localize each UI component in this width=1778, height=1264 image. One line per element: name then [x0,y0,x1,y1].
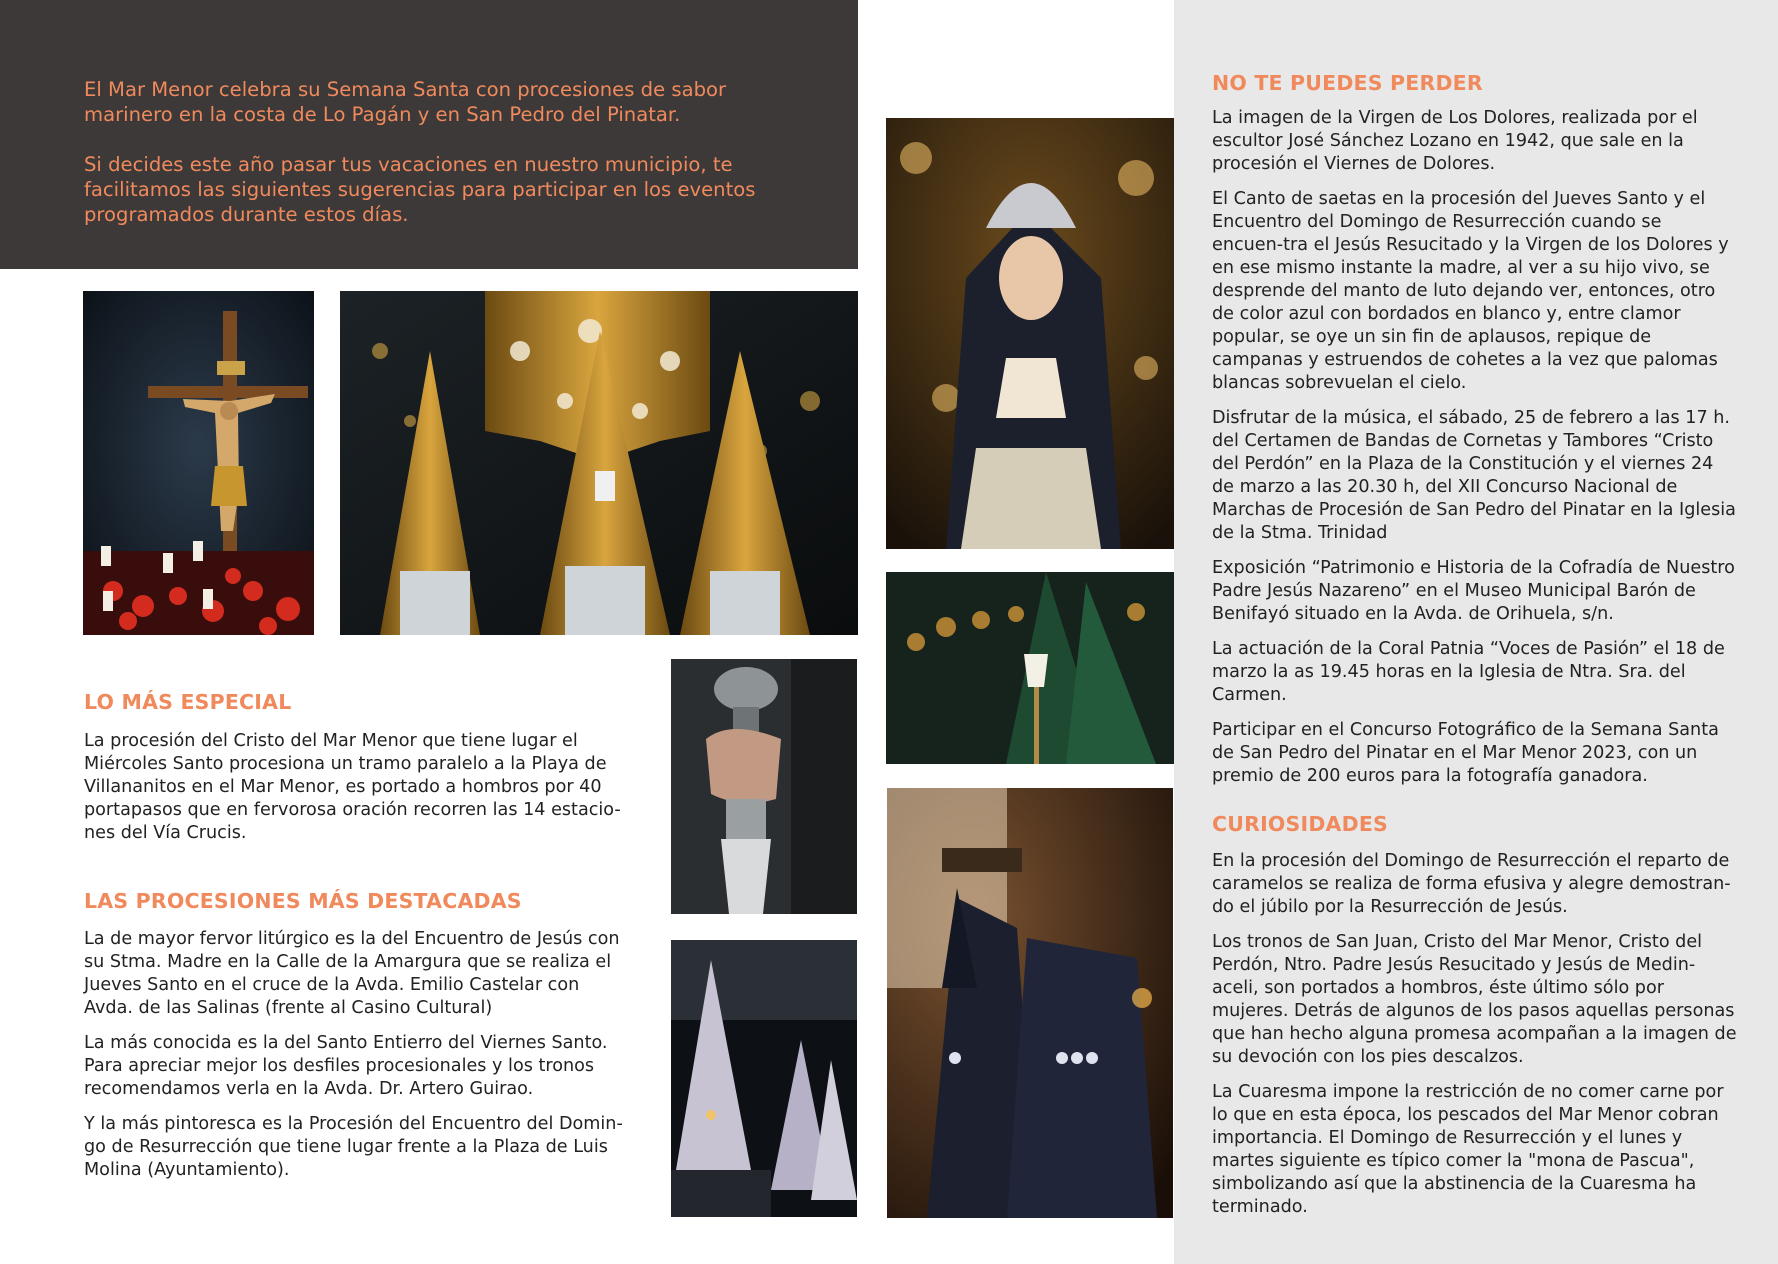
hand-staff-photo [671,659,857,914]
lo-mas-especial-paragraph-1: La procesión del Cristo del Mar Menor que tiene lugar el Miércoles Santo procesiona un tramo paralelo a la Playa de Villananitos en el Mar Menor, es portado a hombros por 40 portapasos que en fervorosa oración recorren las 14 estacio-nes del Vía Crucis. [84,731,621,843]
no-te-puedes-perder-paragraph-3: Disfrutar de la música, el sábado, 25 de febrero a las 17 h. del Certamen de Bandas de Cornetas y Tambores “Cristo del Perdón” en la Plaza de la Constitución y el viernes 24 de marzo a las 20.30 h, del XII Concurso Nacional de Marchas de Procesión de San Pedro del Pinatar en la Iglesia de la Stma. Trinidad [1212,408,1736,543]
mantilla-figures-photo [887,788,1173,1218]
procesiones-destacadas-paragraph-1: La de mayor fervor litúrgico es la del Encuentro de Jesús con su Stma. Madre en la Calle de la Amargura que se realiza el Jueves Santo en el cruce de la Avda. Emilio Castelar con Avda. de las Salinas (frente al Casino Cultural) [84,929,620,1018]
curiosidades-paragraph-3: La Cuaresma impone la restricción de no comer carne por lo que en esta época, los pescados del Mar Menor cobran importancia. El Domingo de Resurrección y el lunes y martes siguiente es típico comer la "mona de Pascua", simbolizando así que la abstinencia de la Cuaresma ha terminado. [1212,1082,1724,1217]
no-te-puedes-perder-paragraph-4: Exposición “Patrimonio e Historia de la Cofradía de Nuestro Padre Jesús Nazareno” en el Museo Municipal Barón de Benifayó situado en la Avda. de Orihuela, s/n. [1212,558,1735,624]
nazarenos-gold-photo [340,291,858,635]
procesiones-destacadas-paragraph-3: Y la más pintoresca es la Procesión del Encuentro del Domin-go de Resurrección que tiene lugar frente a la Plaza de Luis Molina (Ayuntamiento). [84,1114,623,1180]
no-te-puedes-perder-paragraph-1: La imagen de la Virgen de Los Dolores, realizada por el escultor José Sánchez Lozano en 1942, que sale en la procesión el Viernes de Dolores. [1212,108,1698,174]
curiosidades-body [1212,850,1738,1231]
no-te-puedes-perder-paragraph-5: La actuación de la Coral Patnia “Voces de Pasión” el 18 de marzo la as 19.45 horas en la Iglesia de Ntra. Sra. del Carmen. [1212,639,1725,705]
lo-mas-especial-title: LO MÁS ESPECIAL [84,690,292,714]
lantern-street-photo [886,572,1174,764]
no-te-puedes-perder-paragraph-6: Participar en el Concurso Fotográfico de la Semana Santa de San Pedro del Pinatar en el Mar Menor 2023, con un premio de 200 euros para la fotografía ganadora. [1212,720,1719,786]
no-te-puedes-perder-title: NO TE PUEDES PERDER [1212,71,1483,95]
virgen-dolores-photo [886,118,1174,549]
procesiones-destacadas-title: LAS PROCESIONES MÁS DESTACADAS [84,889,522,913]
curiosidades-title: CURIOSIDADES [1212,812,1388,836]
procesiones-destacadas-body [84,928,629,1194]
crucifix-photo [83,291,314,635]
intro-box [0,0,858,269]
nazarenos-white-photo [671,940,857,1217]
intro-text [84,77,804,227]
no-te-puedes-perder-body [1212,107,1738,800]
procesiones-destacadas-paragraph-2: La más conocida es la del Santo Entierro del Viernes Santo. Para apreciar mejor los desfiles procesionales y los tronos recomendamos verla en la Avda. Dr. Artero Guirao. [84,1033,608,1099]
intro-paragraph-1: El Mar Menor celebra su Semana Santa con procesiones de sabor marinero en la costa de Lo Pagán y en San Pedro del Pinatar. [84,78,727,126]
no-te-puedes-perder-paragraph-2: El Canto de saetas en la procesión del Jueves Santo y el Encuentro del Domingo de Resurrección cuando se encuen-tra el Jesús Resucitado y la Virgen de los Dolores y en ese mismo instante la madre, al ver a su hijo vivo, se desprende del manto de luto dejando ver, entonces, otro de color azul con bordados en blanco y, entre clamor popular, se oye un sin fin de aplausos, repique de campanas y estruendos de cohetes a la vez que palomas blancas sobrevuelan el cielo. [1212,189,1729,393]
intro-paragraph-2: Si decides este año pasar tus vacaciones en nuestro municipio, te facilitamos las siguientes sugerencias para participar en los eventos programados durante estos días. [84,153,756,226]
curiosidades-paragraph-1: En la procesión del Domingo de Resurrección el reparto de caramelos se realiza de forma efusiva y alegre demostran-do el júbilo por la Resurrección de Jesús. [1212,851,1731,917]
curiosidades-paragraph-2: Los tronos de San Juan, Cristo del Mar Menor, Cristo del Perdón, Ntro. Padre Jesús Resucitado y Jesús de Medin-aceli, son portados a hombros, éste último sólo por mujeres. Detrás de algunos de los pasos aquellas personas que han hecho alguna promesa acompañan a la imagen de su devoción con los pies descalzos. [1212,932,1737,1067]
lo-mas-especial-body [84,730,629,857]
